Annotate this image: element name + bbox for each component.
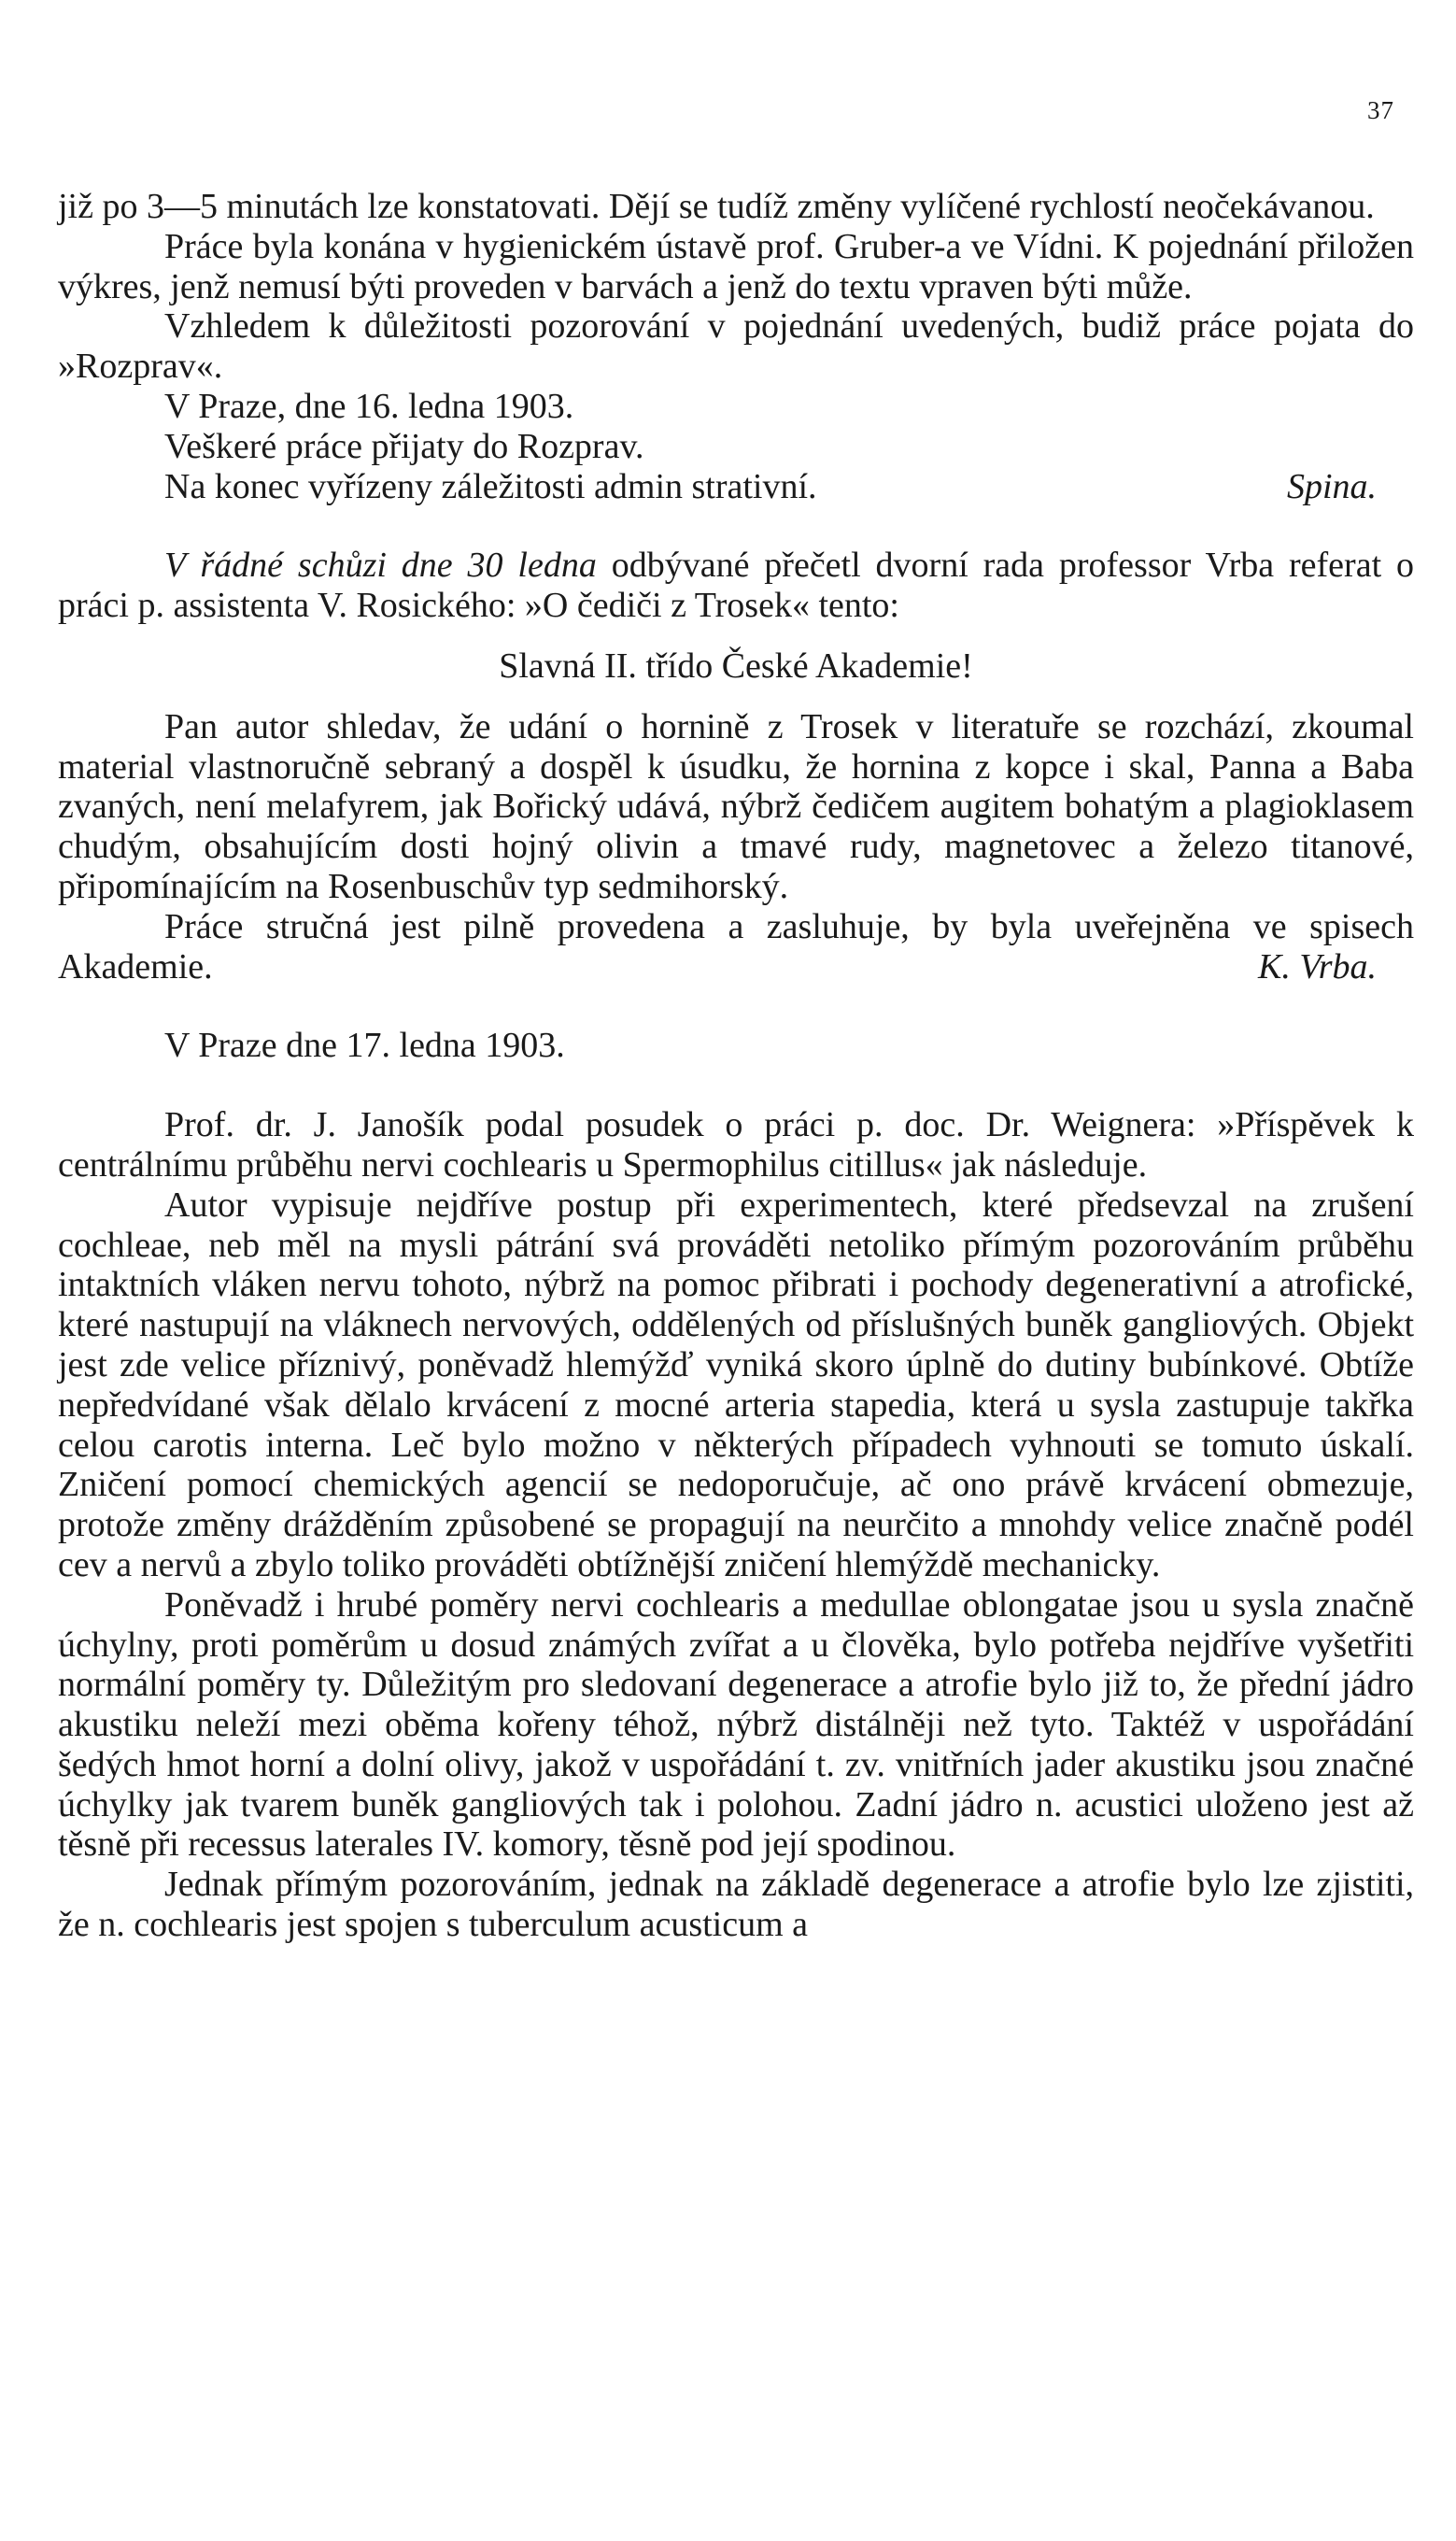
page-number: 37 (1367, 96, 1394, 124)
conclusion-text: Práce stručná jest pilně provedena a zasluhuje, by byla uveřejněna ve spisech Akademie. (58, 906, 1414, 987)
salutation: Slavná II. třído České Akademie! (499, 646, 973, 686)
spacer (58, 687, 1414, 707)
spacer (58, 1066, 1414, 1105)
paragraph-anatomy: Poněvadž i hrubé poměry nervi cochlearis a medullae oblongatae jsou u sysla značně úchylny, proti poměrům u dosud známých zvířat a u člověka, bylo potřeba nejdříve vyšetřiti normální poměry ty. Důležitým pro sledovaní degenerace a atrofie bylo již to, že přední jádro akustiku neleží mezi oběma kořeny téhož, nýbrž distálněji než tyto. Taktéž v uspořádání šedých hmot horní a dolní olivy, jakož v uspořádání t. zv. vnitřních jader akustiku jsou značné úchylky jak tvarem buněk gangliových tak i polohou. Zadní jádro n. acustici uloženo jest až těsně při recessus laterales IV. komory, těsně pod její spodinou. (58, 1584, 1414, 1865)
admin-text: Na konec vyřízeny záležitosti admin strativní. (164, 466, 817, 506)
date-line-2: V Praze dne 17. ledna 1903. (164, 1026, 565, 1066)
paragraph-conclusion (58, 907, 1414, 987)
body-text (58, 187, 1414, 1945)
session-heading: V řádné schůzi dne 30 ledna (164, 546, 597, 586)
spacer (58, 506, 1414, 546)
paragraph-hygiene-institute: Práce byla konána v hygienickém ústavě prof. Gruber-a ve Vídni. K pojednání přiložen výkres, jenž nemusí býti proveden v barvách a jenž do textu vpraven býti může. (58, 226, 1414, 306)
session-text: odbývané přečetl dvorní rada professor Vrba referat o práci p. assistenta V. Rosického: »O čediči z Trosek« tento: (58, 546, 1414, 626)
signature-vrba: K. Vrba. (1257, 946, 1377, 987)
paragraph-recommendation: Vzhledem k důležitosti pozorování v pojednání uvedených, budiž práce pojata do »Rozprav«. (58, 306, 1414, 387)
paragraph-janosik: Prof. dr. J. Janošík podal posudek o práci p. doc. Dr. Weignera: »Příspěvek k centrálnímu průběhu nervi cochlearis u Spermophilus citillus« jak následuje. (58, 1105, 1414, 1185)
spacer (58, 987, 1414, 1026)
date-line: V Praze, dne 16. ledna 1903. (164, 386, 574, 426)
paragraph-session (58, 546, 1414, 626)
paragraph-basalt-report: Pan autor shledav, že udání o hornině z Trosek v literatuře se rozchází, zkoumal material vlastnoručně sebraný a dospěl k úsudku, že hornina z kopce i skal, Panna a Baba zvaných, není melafyrem, jak Bořický udává, nýbrž čedičem augitem bohatým a plagioklasem chudým, obsahujícím dosti hojný olivin a tmavé rudy, magnetovec a železo titanové, připomínajícím na Rosenbuschův typ sedmihorský. (58, 706, 1414, 906)
admin-line (58, 467, 1414, 507)
paragraph-continuation: již po 3—5 minutách lze konstatovati. Dějí se tudíž změny vylíčené rychlostí neočekávanou. (58, 187, 1375, 226)
accepted-line: Veškeré práce přijaty do Rozprav. (164, 426, 644, 466)
paragraph-experiments: Autor vypisuje nejdříve postup při experimentech, které předsevzal na zrušení cochleae, neb měl na mysli pátrání svá prováděti netoliko přímým pozorováním průběhu intaktních vláken nervu tohoto, nýbrž na pomoc přibrati i pochody degenerativní a atrofické, které nastupují na vláknech nervových, oddělených od příslušných buněk gangliových. Objekt jest zde velice příznivý, poněvadž hlemýžď vyniká skoro úplně do dutiny bubínkové. Obtíže nepředvídané však dělalo krvácení z mocné arteria stapedia, která u sysla zastupuje takřka celou carotis interna. Leč bylo možno v některých případech vyhnouti se tomuto úskalí. Zničení pomocí chemických agencií se nedoporučuje, ač ono právě krvácení obmezuje, protože změny drážděním způsobené se propagují na neurčito a mnohdy velice značně podél cev a nervů a zbylo toliko prováděti obtížnější zničení hlemýždě mechanicky. (58, 1185, 1414, 1584)
spacer (58, 626, 1414, 646)
paragraph-observation: Jednak přímým pozorováním, jednak na základě degenerace a atrofie bylo lze zjistiti, že n. cochlearis jest spojen s tuberculum acusticum a (58, 1865, 1414, 1945)
signature-spina: Spina. (1286, 466, 1377, 506)
